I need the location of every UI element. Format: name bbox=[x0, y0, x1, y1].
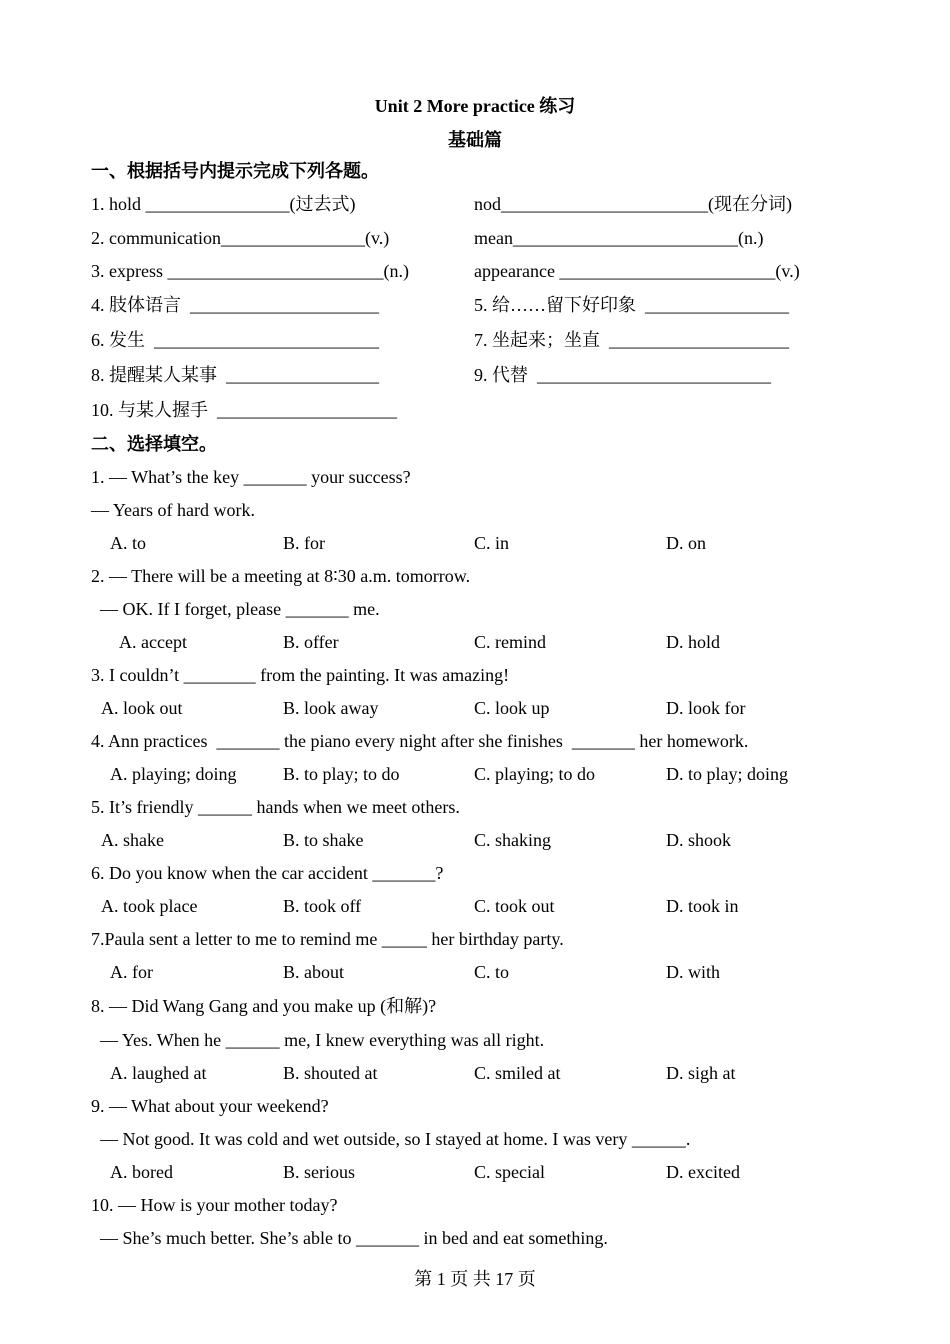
question-2-option-c: C. remind bbox=[474, 632, 546, 652]
question-1-option-c: C. in bbox=[474, 533, 510, 553]
section1-row-1-right: nod_______________________(现在分词) bbox=[474, 194, 792, 214]
question-1-option-d: D. on bbox=[666, 533, 706, 553]
question-8-option-c: C. smiled at bbox=[474, 1063, 561, 1083]
section1-row-2-right: mean_________________________(n.) bbox=[474, 228, 764, 248]
question-8-line-1: 8. — Did Wang Gang and you make up (和解)? bbox=[91, 996, 437, 1016]
question-1-line-2: — Years of hard work. bbox=[91, 500, 255, 520]
question-6-option-a: A. took place bbox=[101, 896, 198, 916]
question-1-line-1: 1. — What’s the key _______ your success? bbox=[91, 467, 411, 487]
section1-row-3-left: 3. express ________________________(n.) bbox=[91, 261, 409, 281]
document-subtitle: 基础篇 bbox=[448, 130, 502, 150]
question-3-option-d: D. look for bbox=[666, 698, 746, 718]
question-10-line-1: 10. — How is your mother today? bbox=[91, 1195, 338, 1215]
question-8-option-d: D. sigh at bbox=[666, 1063, 736, 1083]
section1-row-2-left: 2. communication________________(v.) bbox=[91, 228, 390, 248]
question-9-option-d: D. excited bbox=[666, 1162, 740, 1182]
section1-row-3-right: appearance ________________________(v.) bbox=[474, 261, 800, 281]
section1-row-4-right: 5. 给……留下好印象 ________________ bbox=[474, 295, 789, 315]
question-4-option-a: A. playing; doing bbox=[110, 764, 237, 784]
question-9-option-a: A. bored bbox=[110, 1162, 173, 1182]
question-8-line-2: — Yes. When he ______ me, I knew everything was all right. bbox=[91, 1030, 545, 1050]
section1-row-5-left: 6. 发生 _________________________ bbox=[91, 330, 379, 350]
question-1-option-a: A. to bbox=[110, 533, 146, 553]
question-7-line-1: 7.Paula sent a letter to me to remind me _____ her birthday party. bbox=[91, 929, 564, 949]
question-5-option-d: D. shook bbox=[666, 830, 732, 850]
section2-heading: 二、选择填空。 bbox=[91, 434, 217, 454]
question-2-option-a: A. accept bbox=[119, 632, 187, 652]
question-4-option-b: B. to play; to do bbox=[283, 764, 400, 784]
question-6-line-1: 6. Do you know when the car accident _______? bbox=[91, 863, 444, 883]
section1-heading: 一、根据括号内提示完成下列各题。 bbox=[91, 161, 379, 181]
section1-row-7-left: 10. 与某人握手 ____________________ bbox=[91, 400, 397, 420]
question-6-option-c: C. took out bbox=[474, 896, 555, 916]
question-5-option-b: B. to shake bbox=[283, 830, 364, 850]
question-3-option-c: C. look up bbox=[474, 698, 550, 718]
question-7-option-c: C. to bbox=[474, 962, 510, 982]
question-5-option-a: A. shake bbox=[101, 830, 164, 850]
section1-row-5-right: 7. 坐起来；坐直 ____________________ bbox=[474, 330, 789, 350]
question-10-line-2: — She’s much better. She’s able to _______ in bed and eat something. bbox=[91, 1228, 608, 1248]
question-4-option-c: C. playing; to do bbox=[474, 764, 595, 784]
question-5-option-c: C. shaking bbox=[474, 830, 552, 850]
question-8-option-a: A. laughed at bbox=[110, 1063, 207, 1083]
section1-row-1-left: 1. hold ________________(过去式) bbox=[91, 194, 356, 214]
question-6-option-b: B. took off bbox=[283, 896, 362, 916]
question-7-option-d: D. with bbox=[666, 962, 720, 982]
question-3-option-b: B. look away bbox=[283, 698, 379, 718]
question-5-line-1: 5. It’s friendly ______ hands when we meet others. bbox=[91, 797, 460, 817]
question-2-option-b: B. offer bbox=[283, 632, 339, 652]
question-9-option-c: C. special bbox=[474, 1162, 545, 1182]
question-4-option-d: D. to play; doing bbox=[666, 764, 788, 784]
question-2-line-1: 2. — There will be a meeting at 8∶30 a.m. tomorrow. bbox=[91, 566, 471, 586]
section1-row-6-right: 9. 代替 __________________________ bbox=[474, 365, 771, 385]
question-4-line-1: 4. Ann practices _______ the piano every night after she finishes _______ her homework. bbox=[91, 731, 749, 751]
question-2-line-2: — OK. If I forget, please _______ me. bbox=[91, 599, 380, 619]
question-1-option-b: B. for bbox=[283, 533, 325, 553]
question-9-line-1: 9. — What about your weekend? bbox=[91, 1096, 329, 1116]
section1-row-6-left: 8. 提醒某人某事 _________________ bbox=[91, 365, 379, 385]
document-title: Unit 2 More practice 练习 bbox=[374, 96, 576, 116]
question-9-option-b: B. serious bbox=[283, 1162, 355, 1182]
question-9-line-2: — Not good. It was cold and wet outside, so I stayed at home. I was very ______. bbox=[91, 1129, 691, 1149]
question-3-line-1: 3. I couldn’t ________ from the painting. It was amazing! bbox=[91, 665, 510, 685]
question-3-option-a: A. look out bbox=[101, 698, 183, 718]
question-7-option-a: A. for bbox=[110, 962, 153, 982]
question-7-option-b: B. about bbox=[283, 962, 344, 982]
section1-row-4-left: 4. 肢体语言 _____________________ bbox=[91, 295, 379, 315]
question-8-option-b: B. shouted at bbox=[283, 1063, 378, 1083]
page-footer: 第 1 页 共 17 页 bbox=[414, 1269, 536, 1289]
question-2-option-d: D. hold bbox=[666, 632, 720, 652]
question-6-option-d: D. took in bbox=[666, 896, 739, 916]
